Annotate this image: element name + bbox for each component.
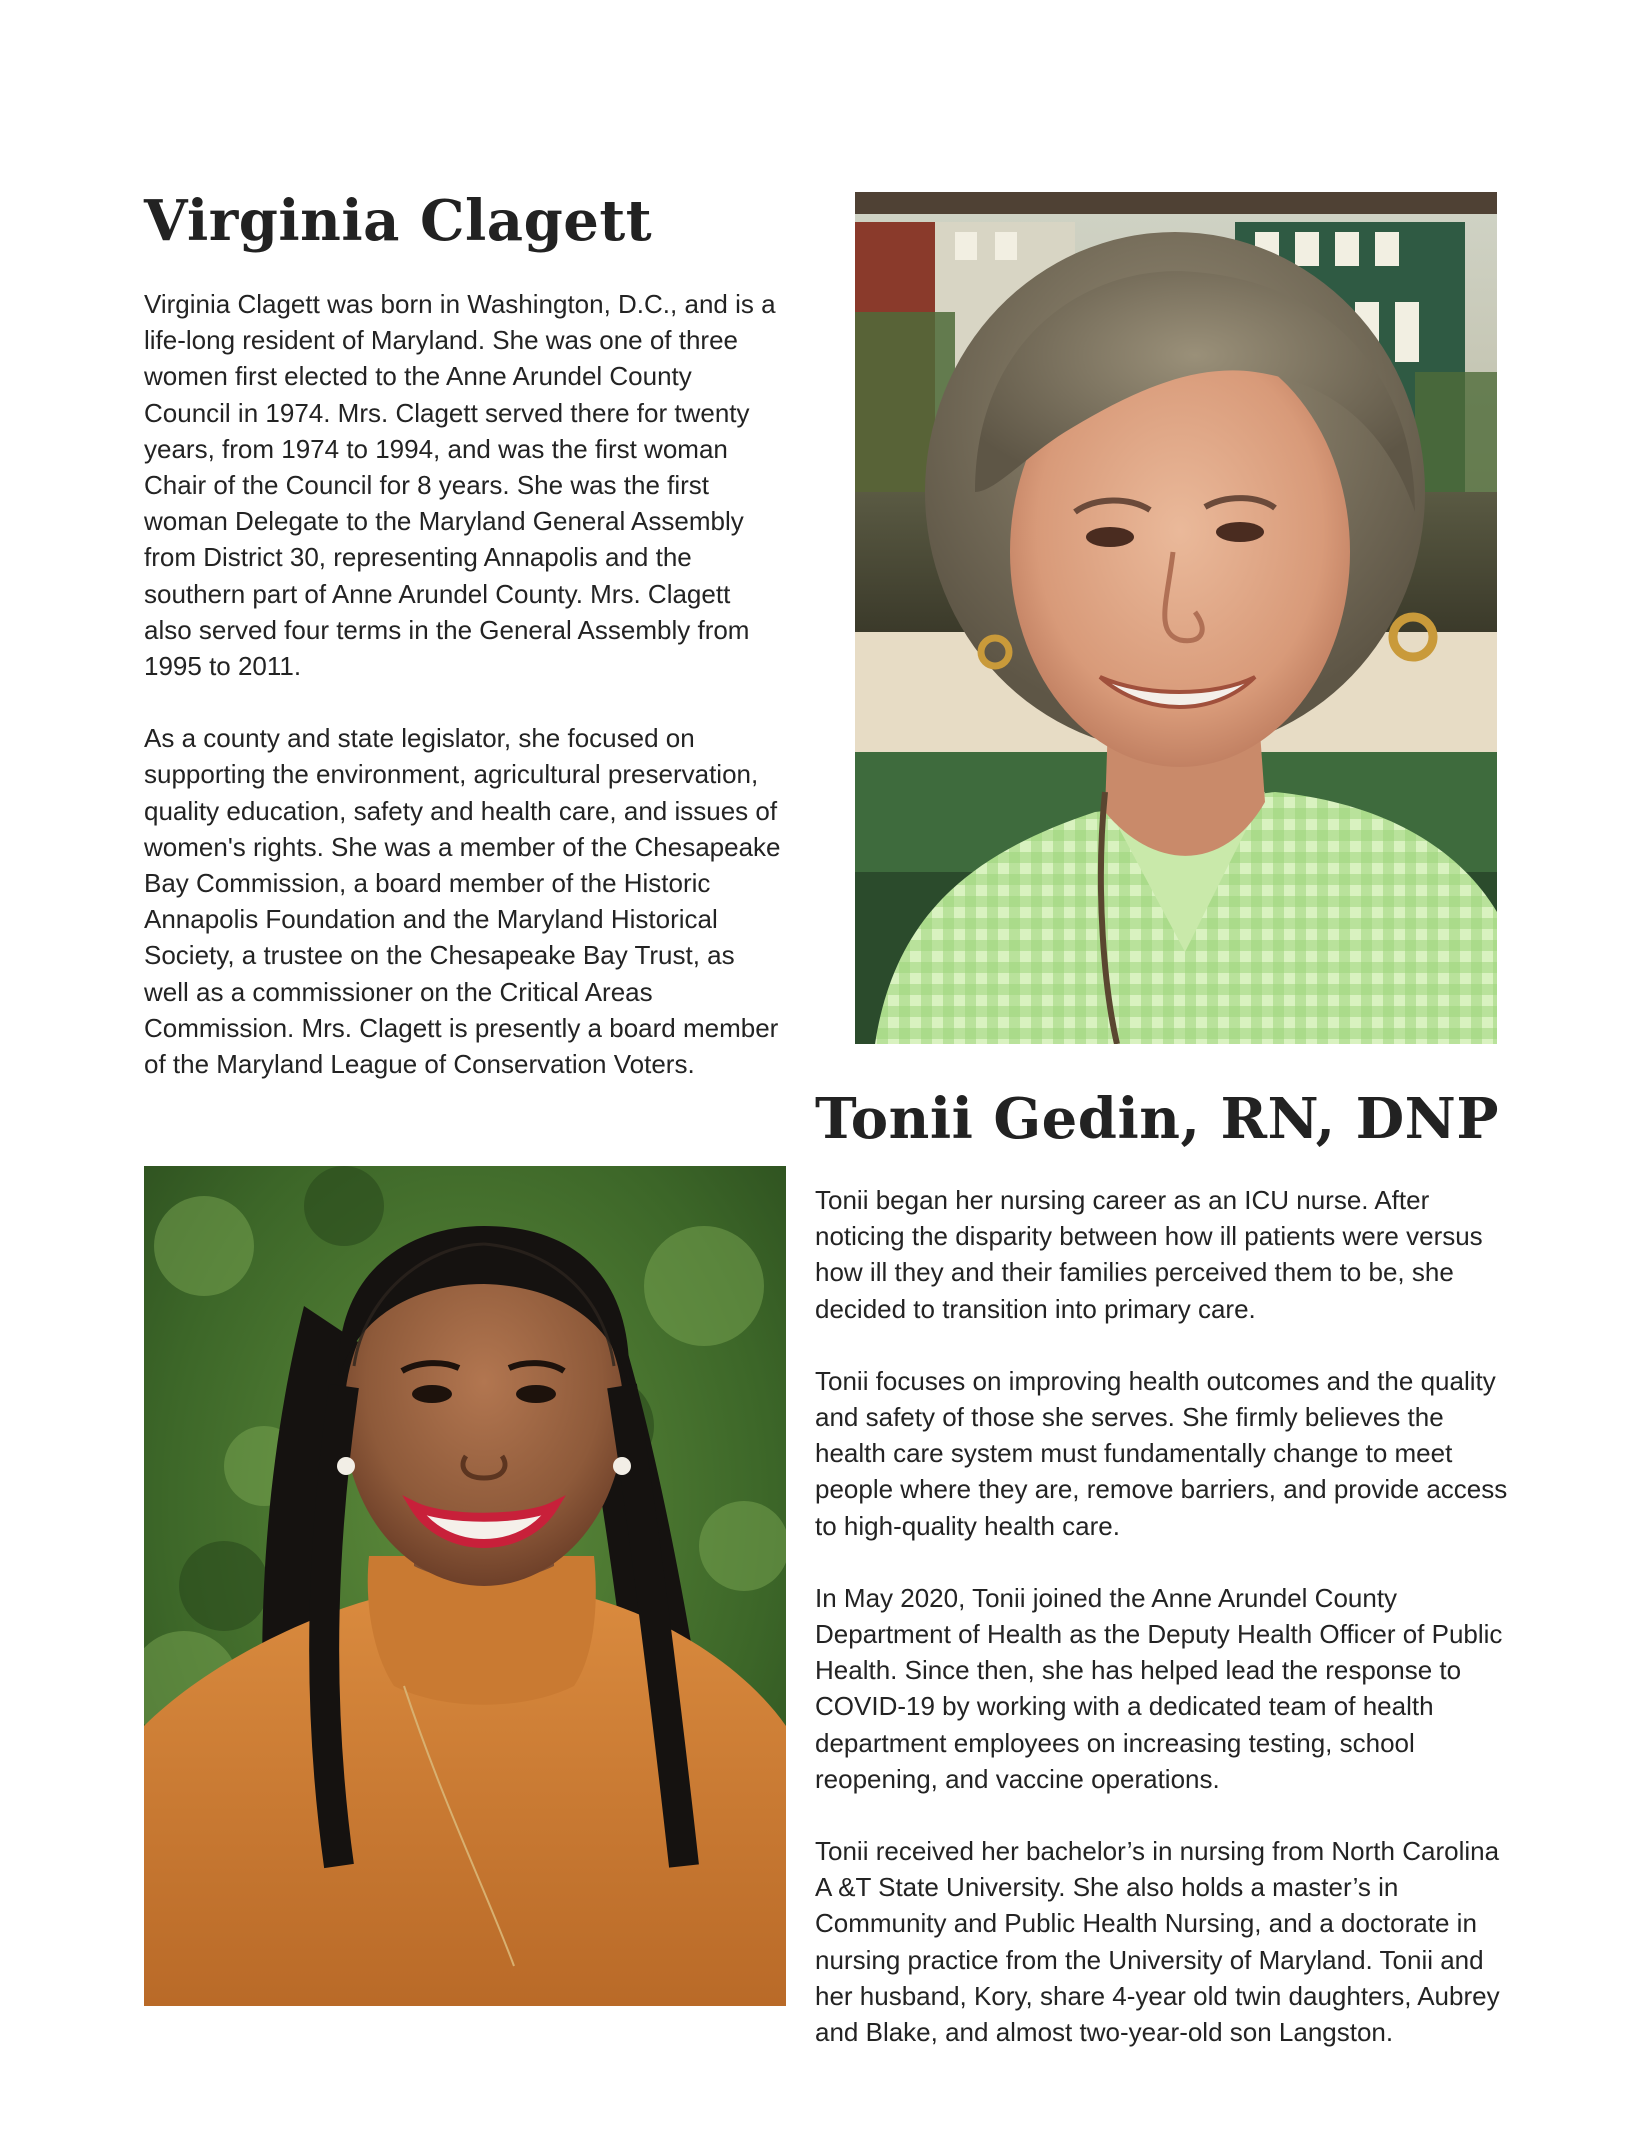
portrait-photo-virginia-clagett bbox=[855, 192, 1497, 1044]
bio-paragraph: In May 2020, Tonii joined the Anne Arundel County Department of Health as the Deputy Health Officer of Public Health. Since then, she has helped lead the response to COVID-19 by working with a dedicated team of health department employees on increasing testing, school reopening, and vaccine operations. bbox=[815, 1582, 1503, 1794]
profile-bio-virginia-clagett bbox=[144, 286, 784, 1082]
bio-paragraph: Tonii focuses on improving health outcomes and the quality and safety of those she serves. She firmly believes the health care system must fundamentally change to meet people where they are, remove barriers, and provide access to high-quality health care. bbox=[815, 1365, 1508, 1541]
profile-name-tonii-gedin: Tonii Gedin, RN, DNP bbox=[815, 1086, 1499, 1152]
portrait-photo-tonii-gedin bbox=[144, 1166, 786, 2006]
profile-name-virginia-clagett: Virginia Clagett bbox=[144, 188, 653, 254]
profile-bio-tonii-gedin bbox=[815, 1182, 1515, 2050]
bio-paragraph: Tonii began her nursing career as an ICU nurse. After noticing the disparity between how ill patients were versus how ill they and their families perceived them to be, she decided to transition into primary care. bbox=[815, 1185, 1483, 1324]
bio-paragraph: Virginia Clagett was born in Washington, D.C., and is a life-long resident of Maryland. She was one of three women first elected to the Anne Arundel County Council in 1974. Mrs. Clagett served there for twenty years, from 1974 to 1994, and was the first woman Chair of the Council for 8 years. She was the first woman Delegate to the Maryland General Assembly from District 30, representing Annapolis and the southern part of Anne Arundel County. Mrs. Clagett also served four terms in the General Assembly from 1995 to 2011. bbox=[144, 289, 776, 682]
bio-paragraph: As a county and state legislator, she focused on supporting the environment, agricultural preservation, quality education, safety and health care, and issues of women's rights. She was a member of the Chesapeake Bay Commission, a board member of the Historic Annapolis Foundation and the Maryland Historical Society, a trustee on the Chesapeake Bay Trust, as well as a commissioner on the Critical Areas Commission. Mrs. Clagett is presently a board member of the Maryland League of Conservation Voters. bbox=[144, 723, 781, 1080]
bio-paragraph: Tonii received her bachelor’s in nursing from North Carolina A &T State University. She also holds a master’s in Community and Public Health Nursing, and a doctorate in nursing practice from the University of Maryland. Tonii and her husband, Kory, share 4-year old twin daughters, Aubrey and Blake, and almost two-year-old son Langston. bbox=[815, 1836, 1500, 2048]
